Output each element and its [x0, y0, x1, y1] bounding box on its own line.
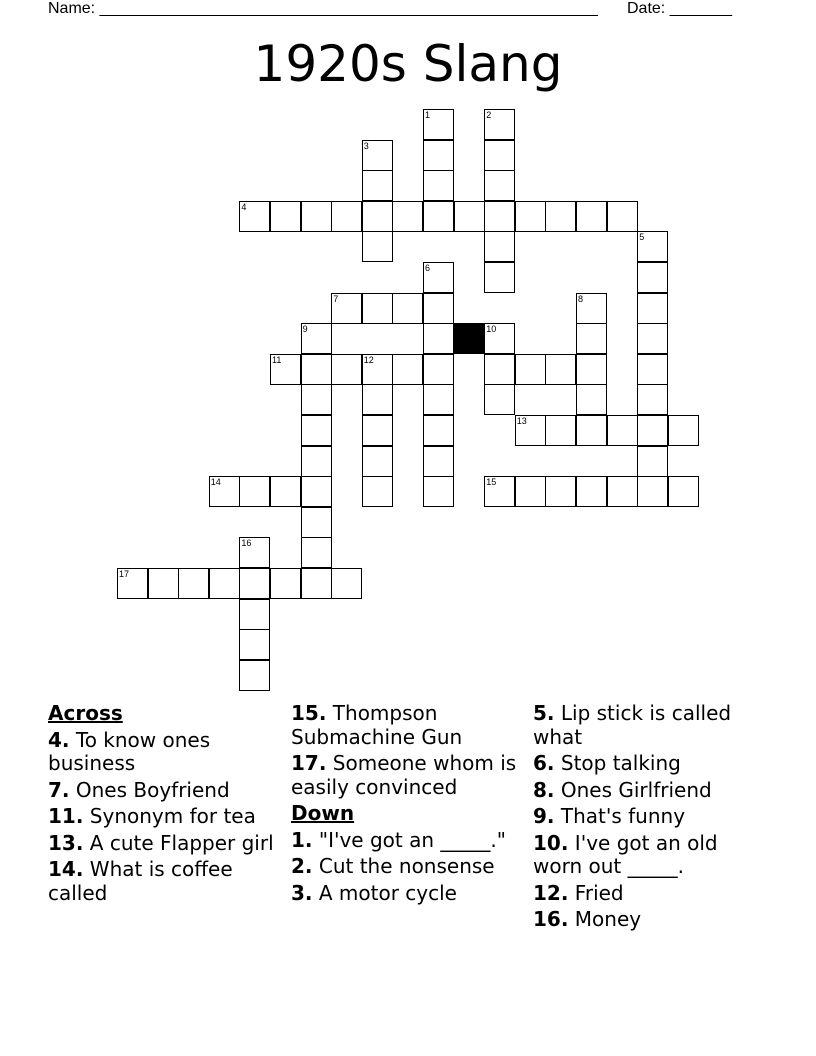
grid-cell[interactable] — [423, 476, 454, 507]
clues-column-1 — [48, 702, 280, 908]
clue-item-text: Cut the nonsense — [312, 854, 495, 878]
grid-cell[interactable] — [178, 568, 209, 599]
grid-cell[interactable] — [576, 354, 607, 385]
grid-cell[interactable] — [362, 140, 393, 171]
grid-cell[interactable] — [270, 354, 301, 385]
down-heading: Down — [291, 801, 355, 825]
grid-cell[interactable] — [637, 476, 668, 507]
grid-cell[interactable] — [301, 476, 332, 507]
puzzle-title: 1920s Slang — [253, 35, 563, 93]
across-heading: Across — [48, 701, 123, 725]
clue-item-number: 8. — [533, 777, 555, 802]
clue-item-text: Synonym for tea — [83, 804, 256, 828]
clue-number: 16 — [241, 538, 252, 549]
grid-cell[interactable] — [362, 231, 393, 262]
clue-item-text: Someone whom is easily convinced — [291, 751, 517, 799]
grid-cell[interactable] — [301, 201, 332, 232]
grid-cell[interactable] — [301, 507, 332, 538]
clue-item-text: A motor cycle — [312, 880, 457, 905]
grid-cell[interactable] — [362, 446, 393, 477]
clue-item — [48, 832, 280, 856]
grid-cell[interactable] — [484, 354, 515, 385]
grid-cell[interactable] — [362, 201, 393, 232]
grid-cell[interactable] — [270, 201, 301, 232]
grid-cell[interactable] — [117, 568, 148, 599]
grid-cell[interactable] — [545, 354, 576, 385]
grid-cell[interactable] — [637, 446, 668, 477]
grid-cell[interactable] — [637, 293, 668, 324]
clue-item — [291, 752, 523, 799]
clue-item-number: 5. — [533, 701, 555, 725]
grid-cell[interactable] — [362, 170, 393, 201]
clue-item-text: Stop talking — [554, 751, 681, 775]
clue-item-text: Ones Girlfriend — [554, 777, 712, 802]
grid-cell[interactable] — [637, 323, 668, 354]
grid-cell[interactable] — [637, 415, 668, 446]
grid-cell[interactable] — [392, 354, 423, 385]
grid-cell[interactable] — [239, 568, 270, 599]
grid-cell[interactable] — [362, 354, 393, 385]
clue-item-number: 4. — [48, 727, 70, 752]
grid-cell[interactable] — [576, 476, 607, 507]
clue-number: 8 — [578, 293, 584, 304]
grid-cell[interactable] — [484, 476, 515, 507]
grid-cell[interactable] — [484, 109, 515, 140]
down-clue-list-2 — [533, 702, 765, 932]
grid-cell[interactable] — [576, 415, 607, 446]
clue-item-text: Fried — [568, 880, 624, 905]
clue-item — [533, 882, 765, 906]
grid-cell[interactable] — [301, 568, 332, 599]
grid-cell[interactable] — [209, 568, 240, 599]
grid-cell[interactable] — [362, 384, 393, 415]
grid-cell[interactable] — [484, 323, 515, 354]
clue-number: 4 — [241, 201, 247, 212]
grid-cell[interactable] — [331, 201, 362, 232]
clue-number: 12 — [363, 354, 374, 365]
clue-number: 5 — [639, 232, 645, 243]
clue-item-number: 3. — [291, 880, 313, 905]
grid-cell[interactable] — [239, 537, 270, 568]
grid-cell[interactable] — [362, 476, 393, 507]
clue-number: 11 — [272, 354, 282, 365]
grid-cell[interactable] — [239, 201, 270, 232]
grid-cell[interactable] — [484, 201, 515, 232]
grid-cell[interactable] — [607, 415, 638, 446]
clue-item-text: What is coffee called — [48, 857, 233, 905]
grid-cell[interactable] — [239, 660, 270, 691]
grid-cell[interactable] — [423, 170, 454, 201]
clue-number: 3 — [363, 140, 369, 151]
clue-number: 10 — [486, 324, 497, 335]
clue-item — [533, 779, 765, 803]
clue-item-number: 2. — [291, 854, 313, 878]
clue-item-number: 7. — [48, 777, 70, 802]
clue-item-text: That's funny — [554, 804, 686, 828]
grid-cell[interactable] — [239, 476, 270, 507]
grid-cell[interactable] — [637, 231, 668, 262]
grid-cell[interactable] — [637, 262, 668, 293]
clue-number: 14 — [210, 477, 221, 488]
clue-item-number: 14. — [48, 857, 84, 881]
grid-cell[interactable] — [515, 201, 546, 232]
grid-cell[interactable] — [423, 293, 454, 324]
clue-number: 15 — [486, 477, 497, 488]
clue-item-number: 15. — [291, 701, 327, 725]
black-square — [454, 323, 485, 354]
grid-cell[interactable] — [331, 568, 362, 599]
grid-cell[interactable] — [484, 231, 515, 262]
clue-item — [533, 752, 765, 776]
clues-column-2 — [291, 702, 523, 908]
clue-item — [533, 832, 765, 879]
grid-cell[interactable] — [576, 201, 607, 232]
clue-number: 2 — [486, 110, 492, 120]
grid-cell[interactable] — [239, 629, 270, 660]
clue-item-text: A cute Flapper girl — [83, 830, 274, 855]
grid-cell[interactable] — [331, 293, 362, 324]
grid-cell[interactable] — [668, 476, 699, 507]
grid-cell[interactable] — [607, 201, 638, 232]
grid-cell[interactable] — [515, 415, 546, 446]
grid-cell[interactable] — [362, 293, 393, 324]
clue-item — [291, 829, 523, 853]
clue-item — [291, 702, 523, 749]
grid-cell[interactable] — [423, 323, 454, 354]
grid-cell[interactable] — [484, 170, 515, 201]
clue-item — [533, 702, 765, 749]
clue-item-number: 13. — [48, 830, 84, 855]
grid-cell[interactable] — [637, 384, 668, 415]
grid-cell[interactable] — [454, 201, 485, 232]
grid-cell[interactable] — [301, 446, 332, 477]
grid-cell[interactable] — [362, 415, 393, 446]
clue-item — [48, 779, 280, 803]
grid-cell[interactable] — [545, 201, 576, 232]
grid-cell[interactable] — [515, 476, 546, 507]
clue-item-text: Money — [568, 907, 642, 931]
grid-cell[interactable] — [637, 354, 668, 385]
grid-cell[interactable] — [423, 262, 454, 293]
clue-item-text: To know ones business — [48, 727, 211, 775]
clue-item — [48, 805, 280, 829]
grid-cell[interactable] — [545, 415, 576, 446]
clue-item-text: Ones Boyfriend — [69, 777, 230, 802]
grid-cell[interactable] — [423, 140, 454, 171]
grid-cell[interactable] — [301, 384, 332, 415]
grid-cell[interactable] — [423, 109, 454, 140]
grid-cell[interactable] — [301, 415, 332, 446]
clue-item-number: 17. — [291, 751, 327, 775]
clue-item — [533, 805, 765, 829]
clue-item — [533, 908, 765, 932]
grid-cell[interactable] — [515, 354, 546, 385]
clue-item-text: Lip stick is called what — [533, 701, 732, 749]
clue-item — [48, 858, 280, 905]
down-clue-list-1 — [291, 829, 523, 906]
grid-cell[interactable] — [239, 599, 270, 630]
grid-cell[interactable] — [484, 262, 515, 293]
clue-item-text: Thompson Submachine Gun — [291, 701, 463, 749]
grid-cell[interactable] — [270, 476, 301, 507]
clue-item — [291, 855, 523, 879]
grid-cell[interactable] — [301, 537, 332, 568]
clue-item-number: 11. — [48, 804, 84, 828]
grid-cell[interactable] — [423, 446, 454, 477]
clue-item-number: 1. — [291, 827, 313, 852]
grid-cell[interactable] — [545, 476, 576, 507]
clue-item — [291, 882, 523, 906]
across-clue-list-2 — [291, 702, 523, 799]
grid-cell[interactable] — [392, 293, 423, 324]
grid-cell[interactable] — [423, 201, 454, 232]
clue-item-number: 10. — [533, 830, 569, 855]
clue-number: 1 — [425, 110, 431, 120]
date-field-label: Date: _______ — [627, 0, 732, 17]
clue-number: 13 — [516, 416, 527, 426]
grid-cell[interactable] — [423, 384, 454, 415]
across-clue-list-1 — [48, 729, 280, 906]
clue-number: 17 — [119, 569, 130, 579]
clue-item-text: I've got an old worn out _____. — [533, 830, 718, 878]
grid-cell[interactable] — [209, 476, 240, 507]
grid-cell[interactable] — [301, 354, 332, 385]
clue-number: 6 — [425, 263, 431, 273]
clue-item — [48, 729, 280, 776]
clue-item-number: 6. — [533, 751, 555, 775]
grid-cell[interactable] — [423, 354, 454, 385]
grid-cell[interactable] — [392, 201, 423, 232]
grid-cell[interactable] — [576, 293, 607, 324]
grid-cell[interactable] — [484, 140, 515, 171]
grid-cell[interactable] — [668, 415, 699, 446]
clues-column-3 — [533, 702, 765, 935]
grid-cell[interactable] — [301, 323, 332, 354]
grid-cell[interactable] — [148, 568, 179, 599]
grid-cell[interactable] — [576, 384, 607, 415]
grid-cell[interactable] — [484, 384, 515, 415]
name-field-label: Name: ________________________________________________________ — [48, 0, 598, 17]
clue-item-number: 12. — [533, 880, 569, 905]
clue-item-text: "I've got an _____." — [312, 827, 506, 852]
grid-cell[interactable] — [423, 415, 454, 446]
clue-number: 7 — [333, 293, 339, 304]
grid-cell[interactable] — [331, 354, 362, 385]
grid-cell[interactable] — [607, 476, 638, 507]
grid-cell[interactable] — [270, 568, 301, 599]
clue-number: 9 — [302, 324, 308, 335]
clue-item-number: 16. — [533, 907, 569, 931]
clue-item-number: 9. — [533, 804, 555, 828]
grid-cell[interactable] — [576, 323, 607, 354]
